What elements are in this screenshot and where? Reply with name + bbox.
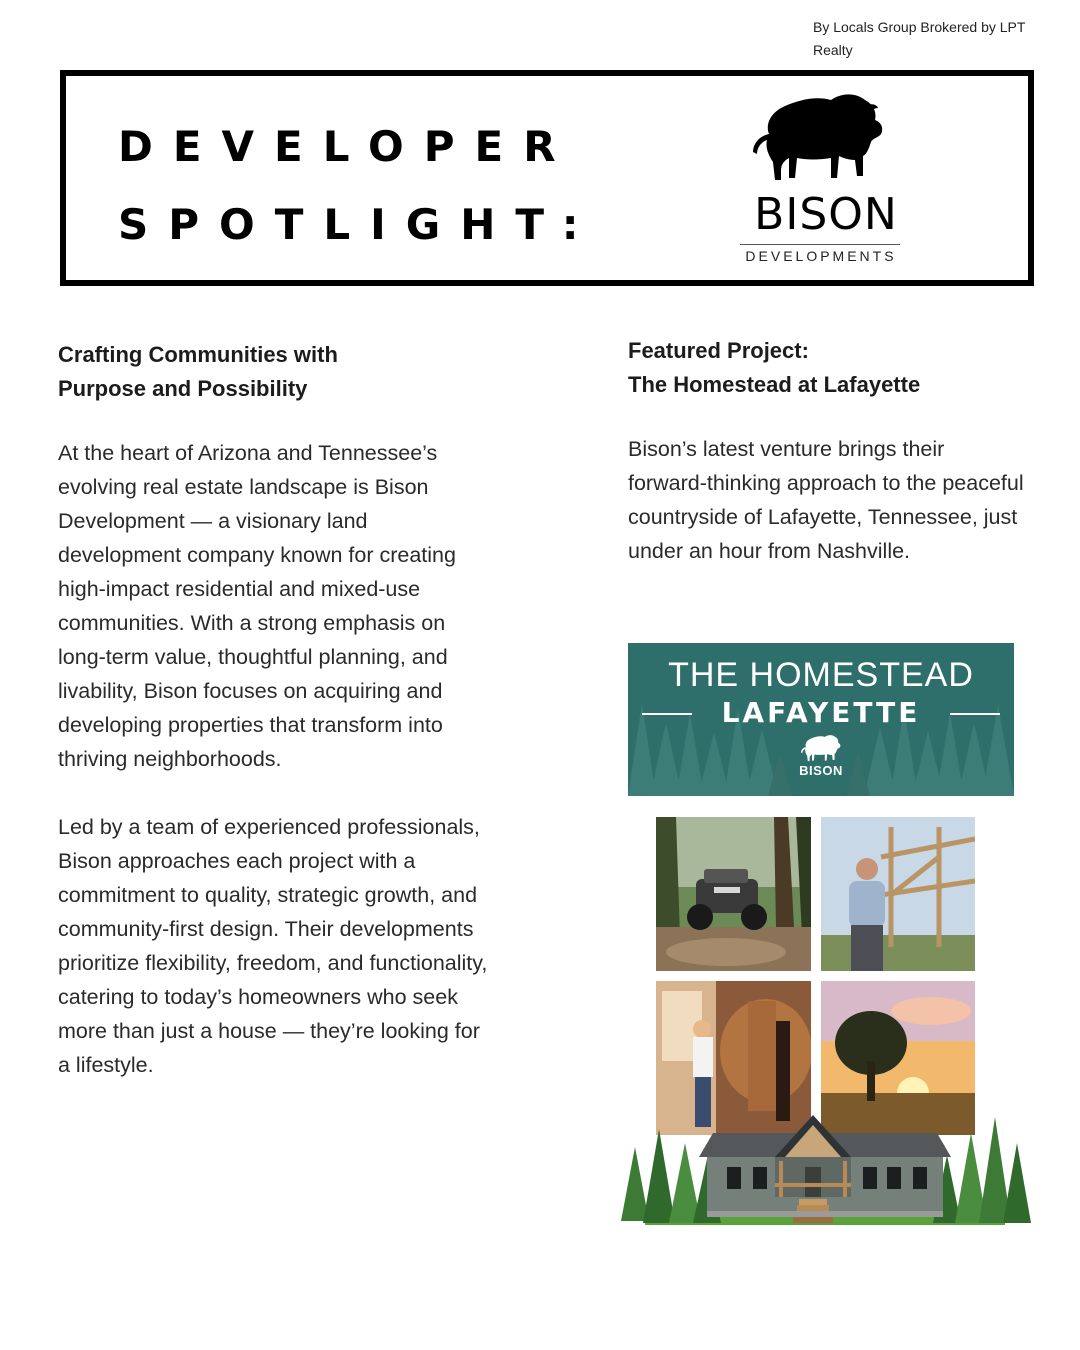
logo-wordmark: BISON <box>754 189 898 240</box>
logo-divider <box>740 244 900 245</box>
right-column <box>628 334 1028 568</box>
right-heading-line-2: The Homestead at Lafayette <box>628 372 921 397</box>
banner-left-rule <box>642 713 692 715</box>
photo-atv-forest <box>656 817 811 971</box>
headline-line-1: DEVELOPER <box>118 122 576 171</box>
left-heading-line-1: Crafting Communities with <box>58 342 338 367</box>
right-paragraph-1: Bison’s latest venture brings their forward-thinking approach to the peaceful countryside of Lafayette, Tennessee, just under an hour from Nashville. <box>628 437 1024 563</box>
farmhouse-illustration <box>615 1107 1035 1233</box>
headline-line-2: SPOTLIGHT: <box>118 200 599 249</box>
left-heading-line-2: Purpose and Possibility <box>58 376 308 401</box>
banner-right-rule <box>950 713 1000 715</box>
banner-title: THE HOMESTEAD <box>668 656 974 694</box>
photo-builder-frame <box>821 817 975 971</box>
photo-collage <box>615 815 1035 1235</box>
headline <box>118 108 599 264</box>
left-heading <box>58 338 488 406</box>
right-heading <box>628 334 1028 402</box>
banner-subtitle: LAFAYETTE <box>721 696 921 729</box>
banner-logo-word: BISON <box>799 763 843 778</box>
bison-icon <box>751 94 886 186</box>
left-column <box>58 338 488 1082</box>
left-paragraph-2: Led by a team of experienced professionals, Bison approaches each project with a commitment to quality, strategic growth, and community-first design. Their developments prioritize flexibility, freedom, and functionality, catering to today’s homeowners who seek more than just a house — they’re looking for a lifestyle. <box>58 815 488 1077</box>
banner-bison-icon <box>799 735 843 763</box>
homestead-banner <box>628 643 1014 796</box>
bison-logo <box>716 94 936 264</box>
banner-bison-logo <box>791 735 851 791</box>
header-box <box>60 70 1034 286</box>
right-heading-line-1: Featured Project: <box>628 338 809 363</box>
brokered-by-text: By Locals Group Brokered by LPT Realty <box>813 19 1026 58</box>
left-paragraph-1: At the heart of Arizona and Tennessee’s evolving real estate landscape is Bison Development — a visionary land development company known for creating high-impact residential and mixed-use communities. With a strong emphasis on long-term value, thoughtful planning, and livability, Bison focuses on acquiring and developing properties that transform into thriving neighborhoods. <box>58 441 456 771</box>
banner-subtitle-row <box>628 695 1014 731</box>
logo-subtitle: DEVELOPMENTS <box>745 248 897 264</box>
